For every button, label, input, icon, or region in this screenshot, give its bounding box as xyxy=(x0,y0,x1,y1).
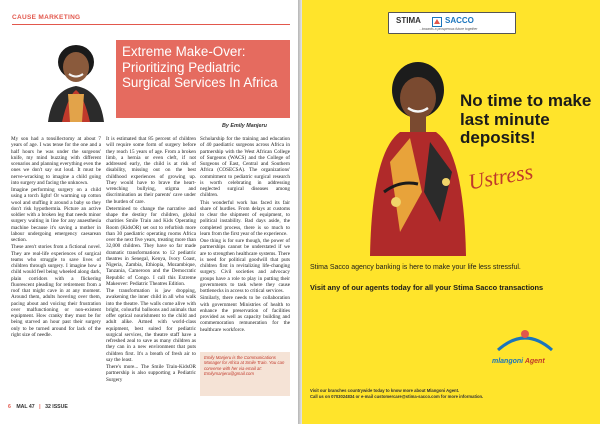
logo-text-sacco: SACCO xyxy=(445,16,474,25)
headline-box xyxy=(116,40,290,118)
ad-scribble-text: Ustress xyxy=(466,158,535,195)
paragraph: These aren't stories from a fictional novel. They are real-life experiences of surgical teams who struggle to save lives of children through surgery. I imagine how a child would feel being wheeled along dark, plain corridors with a flickering fluorescent pleading for retirement from a roof that might cave in at any moment. Around them, adults hovering over them, pacing about and voicing their frustration over malfunctioning or non-existent equipment. How cranky they must be for being starved an hour past their surgery only to be turned around for lack of the right size of needle. xyxy=(11,244,101,338)
logo-mark-icon xyxy=(432,17,442,27)
paragraph: This wonderful work has faced its fair share of hurdles. From delays at customs to clear the shipment of equipment, to political instability. Bad days aside, the completed process, there is so much to learn from the first year of the experience. xyxy=(200,199,290,237)
article-page xyxy=(0,0,298,424)
section-divider xyxy=(12,24,290,25)
ad-footer-line-1: Visit our branches countrywide today to know more about Mlangoni Agent. xyxy=(310,388,460,393)
mlangoni-sub: Agent xyxy=(524,358,545,365)
model-photo xyxy=(360,52,472,256)
article-column-1 xyxy=(11,136,101,339)
mlangoni-wordmark: mlangoni xyxy=(492,358,524,365)
paragraph: It is estimated that 85 percent of children will require some form of surgery before they reach 15 years of age. From a broken limb, a hernia or even cleft, if not addressed early, the child is at risk of disability, missing out on the best childhood experiences of growing up. They would have to brave the heart-wrenching bullying, stigma and discrimination as their parents' cave under the burden of care. xyxy=(106,136,196,205)
byline: By Emily Manjeru xyxy=(222,123,267,129)
author-photo xyxy=(38,34,114,122)
paragraph: Scholarship for the training and education of 40 paediatric surgeons across Africa in partnership with the West African College of Surgeons (WACS) and the College of Surgeons of East, Central and Southern Africa (COSECSA). The organizations' commitment to pediatric surgical research is worth celebrating in addressing neglected surgical diseases among children. xyxy=(200,136,290,199)
paragraph: My son had a tonsillectomy at about 7 years of age. I was tense for the one and a half hours he was under the surgeons' knife, my mind buzzing with different scenarios and planning everything even the ones we don't say out loud. It must be nerve-wracking to imagine a child going into surgery and facing the unknown. xyxy=(11,136,101,186)
paragraph: One thing is for sure though, the power of partnerships cannot be understated if we are to strengthen healthcare systems. There is need for political goodwill that puts children first in revitalizing life-changing surgery. Civil societies and advocacy groups have a role to play in putting their governments to task where they cause bottlenecks in access to critical services. xyxy=(200,238,290,294)
paragraph: Similarly, there needs to be collaboration with government Ministries of health to enhance the preservation of facilities provided as well as capacity building and commemoration remuneration for the healthcare workforce. xyxy=(200,295,290,333)
paragraph: Imagine performing surgery on a child using a torch light! Or warming up cotton wool and stuffing it around a baby so they don't risk hypothermia. Picture an active soldier with a broken leg that needs minor surgery waiting in line for any anaesthesia machine because it's saving a mother in labour undergoing emergency caesarean section. xyxy=(11,187,101,243)
ad-footer-line-2: Call us on 0703024834 or e-mail customercare@stima-sacco.com for more information. xyxy=(310,393,484,399)
section-label: CAUSE MARKETING xyxy=(12,14,81,21)
advert-page xyxy=(302,0,600,424)
footer-separator: | xyxy=(39,404,41,410)
author-bio-box: Emily Manjeru is the Communications Manager for Africa at Smile Train. You can converse with her via email at: Emilymanjeru@gmail.com xyxy=(200,352,290,396)
article-column-2 xyxy=(106,136,196,384)
issue-month: MAL 47 xyxy=(16,404,35,410)
paragraph: There's more... The Smile Train-KidsOR partnership is also supporting a Pediatric Surgery xyxy=(106,364,196,383)
paragraph: The transformation is jaw dropping, awakening the inner child in all who walk into the theatre. The walls come alive with bright, colourful balloons and animals that offer optical nourishment to the child and adult alike. Armed with world-class equipment, best suited for pediatric surgical services, the theatre staff have a refreshed zeal to save as many children as they can in a new environment that puts children first. It's a breath of fresh air to say the least. xyxy=(106,288,196,363)
mlangoni-agent-label xyxy=(492,358,545,365)
logo-tagline: ...towards a prosperous future together xyxy=(419,27,478,31)
ad-headline: No time to make last minute deposits! xyxy=(460,91,592,148)
page-footer xyxy=(8,404,68,410)
article-column-3 xyxy=(200,136,290,334)
paragraph: Determined to change the narrative and shape the destiny for children, global charities Smile Train and Kids Operating Room (KidsOR) set out to refurbish more than 30 paediatric operating rooms Africa over the next five years, treating more than 32,000 children. They have so far made dramatic transformations to 12 pediatric theatres in Senegal, Kenya, Ivory Coast, Nigeria, Zambia, Ethiopia, Mozambique, Tanzania, Cameroon and the Democratic Republic of Congo. I call this Extreme Makeover: Pediatric Theatres Edition. xyxy=(106,205,196,287)
issue-number: 32 ISSUE xyxy=(45,404,68,410)
ad-footer xyxy=(310,388,594,399)
ad-call-to-action: Visit any of our agents today for all your Stima Sacco transactions xyxy=(310,283,544,292)
page-number: 6 xyxy=(8,404,11,410)
ad-subheading: Stima Sacco agency banking is here to make your life less stressful. xyxy=(310,264,521,271)
article-headline: Extreme Make-Over: Prioritizing Pediatric Surgical Services In Africa xyxy=(122,44,278,90)
logo-text-stima: STIMA xyxy=(396,16,421,25)
stima-sacco-logo xyxy=(388,12,516,34)
